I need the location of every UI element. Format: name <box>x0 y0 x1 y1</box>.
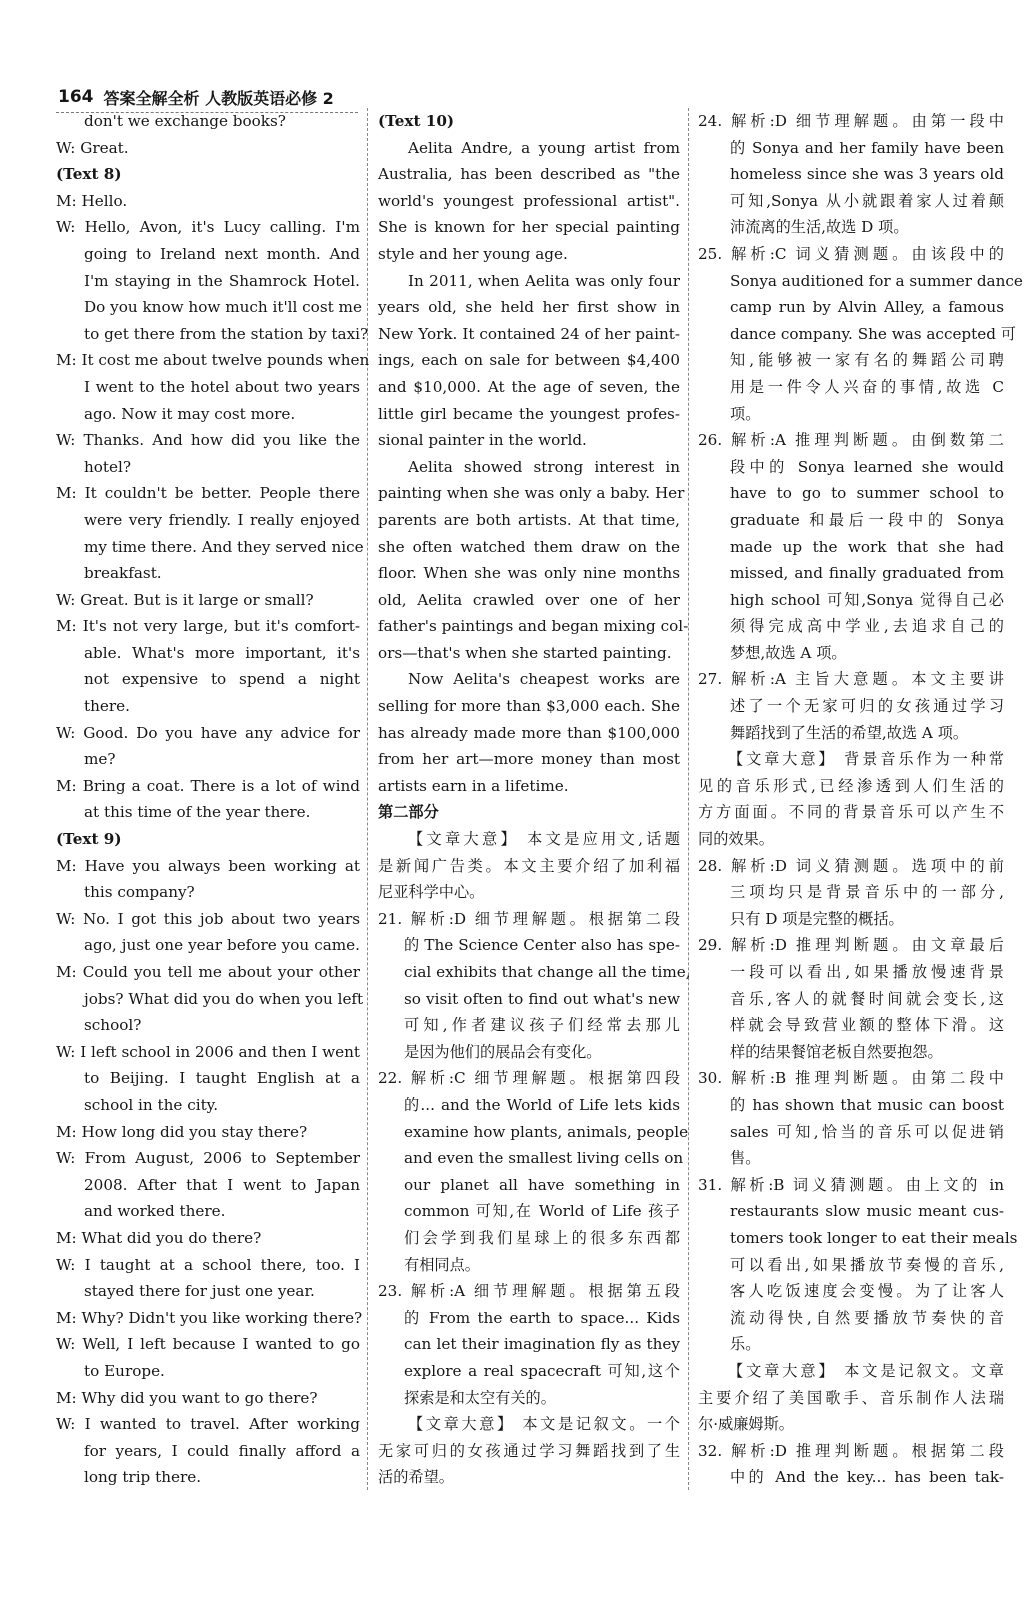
text-line: cial exhibits that change all the time, <box>404 963 691 981</box>
text-line: 同的效果。 <box>698 830 774 849</box>
text-line: 可以看出,如果播放节奏慢的音乐, <box>730 1255 1004 1274</box>
text-line: 梦想,故选 A 项。 <box>730 643 847 662</box>
text-line: has already made more than $100,000 <box>378 723 680 742</box>
text-line: 活的希望。 <box>378 1468 454 1487</box>
text-line: 尼亚科学中心。 <box>378 883 485 902</box>
book-title: 答案全解全析 人教版英语必修 2 <box>103 88 334 108</box>
column-2-text-and-answers <box>378 108 691 1491</box>
text-line: 2008. After that I went to Japan <box>84 1175 360 1194</box>
text-line: to Beijing. I taught English at a <box>84 1069 360 1088</box>
text-line: 26. 解析:A 推理判断题。由倒数第二 <box>698 431 1004 450</box>
text-line: M: Have you always been working at <box>56 856 360 875</box>
text-line: our planet all have something in <box>404 1175 680 1194</box>
text-line: 是新闻广告类。本文主要介绍了加利福 <box>378 856 680 875</box>
text-line: 样的结果餐馆老板自然要抱怨。 <box>730 1042 943 1061</box>
text-line: 主要介绍了美国歌手、音乐制作人法瑞 <box>698 1388 1004 1407</box>
text-line: M: Why? Didn't you like working there? <box>56 1308 363 1327</box>
text-line: Do you know how much it'll cost me <box>84 298 362 317</box>
text-line: 段中的 Sonya learned she would <box>730 457 1004 476</box>
text-line: made up the work that she had <box>730 537 1004 556</box>
text-line: years old, she held her first show in <box>378 298 680 317</box>
text-line: (Text 10) <box>378 112 455 130</box>
text-line: camp run by Alvin Alley, a famous <box>730 298 1004 317</box>
text-line: breakfast. <box>84 564 162 583</box>
text-line: 见的音乐形式,已经渗透到人们生活的 <box>698 776 1004 795</box>
text-line: 32. 解析:D 推理判断题。根据第二段 <box>698 1441 1004 1460</box>
text-line: W: Thanks. And how did you like the <box>56 431 360 450</box>
text-line: W: Great. But is it large or small? <box>56 590 314 609</box>
column-3-answers <box>698 108 1023 1491</box>
column-divider-left <box>367 108 368 1490</box>
text-line: can let their imagination fly as they <box>404 1335 680 1354</box>
text-line: 舞蹈找到了生活的希望,故选 A 项。 <box>730 723 969 742</box>
text-line: 们会学到我们星球上的很多东西都 <box>404 1228 680 1247</box>
text-line: 29. 解析:D 推理判断题。由文章最后 <box>698 936 1004 955</box>
text-line: Aelita showed strong interest in <box>408 457 680 476</box>
text-line: 的 The Science Center also has spe- <box>404 936 680 955</box>
text-line: explore a real spacecraft 可知,这个 <box>404 1361 680 1380</box>
text-line: 无家可归的女孩通过学习舞蹈找到了生 <box>378 1441 680 1460</box>
text-line: W: No. I got this job about two years <box>56 909 360 928</box>
text-line: 须得完成高中学业,去追求自己的 <box>730 617 1004 636</box>
text-line: floor. When she was only nine months <box>378 564 680 583</box>
text-line: 三项均只是背景音乐中的一部分, <box>730 883 1004 902</box>
text-line: tomers took longer to eat their meals <box>730 1228 1018 1247</box>
text-line: going to Ireland next month. And <box>84 244 360 263</box>
text-line: W: Hello, Avon, it's Lucy calling. I'm <box>56 218 360 237</box>
text-line: painting when she was only a baby. Her <box>378 484 685 503</box>
text-line: from her art—more money than most <box>378 750 680 769</box>
text-line: 【文章大意】 本文是应用文,话题 <box>408 830 680 849</box>
text-line: jobs? What did you do when you left <box>84 989 364 1008</box>
text-line: M: It's not very large, but it's comfort- <box>56 617 360 636</box>
text-line: stayed there for just one year. <box>84 1282 315 1301</box>
text-line: W: I left school in 2006 and then I went <box>56 1042 361 1061</box>
text-line: homeless since she was 3 years old <box>730 165 1004 184</box>
text-line: 沛流离的生活,故选 D 项。 <box>730 218 909 237</box>
text-line: sales 可知,恰当的音乐可以促进销 <box>730 1122 1004 1141</box>
text-line: 31. 解析:B 词义猜测题。由上文的 in <box>698 1175 1004 1194</box>
column-1-listening-transcripts <box>56 108 370 1491</box>
text-line: W: From August, 2006 to September <box>56 1149 360 1168</box>
text-line: 述了一个无家可归的女孩通过学习 <box>730 697 1004 716</box>
text-line: graduate 和最后一段中的 Sonya <box>730 510 1004 529</box>
text-line: W: Great. <box>56 138 129 157</box>
text-line: to get there from the station by taxi? <box>84 324 369 343</box>
text-line: to Europe. <box>84 1361 165 1380</box>
text-line: artists earn in a lifetime. <box>378 776 569 795</box>
text-line: this company? <box>84 883 195 902</box>
text-line: ings, each on sale for between $4,400 <box>378 351 680 370</box>
text-line: (Text 8) <box>56 165 122 184</box>
text-line: able. What's more important, it's <box>84 643 360 662</box>
text-line: selling for more than $3,000 each. She <box>378 697 680 716</box>
text-line: 方方面面。不同的背景音乐可以产生不 <box>698 803 1004 822</box>
text-line: and $10,000. At the age of seven, the <box>378 377 680 396</box>
text-line: examine how plants, animals, people <box>404 1122 689 1141</box>
text-line: parents are both artists. At that time, <box>378 510 680 529</box>
text-line: 流动得快,自然要播放节奏快的音 <box>730 1308 1004 1327</box>
text-line: She is known for her special painting <box>378 218 680 237</box>
text-line: 用是一件令人兴奋的事情,故选 C <box>730 377 1004 396</box>
text-line: not expensive to spend a night <box>84 670 360 689</box>
text-line: 的 From the earth to space... Kids <box>404 1308 680 1327</box>
text-line: 可知,Sonya 从小就跟着家人过着颠 <box>730 191 1004 210</box>
text-line: 21. 解析:D 细节理解题。根据第二段 <box>378 909 680 928</box>
text-line: M: Bring a coat. There is a lot of wind <box>56 776 360 795</box>
text-line: style and her young age. <box>378 244 568 263</box>
text-line: ago. Now it may cost more. <box>84 404 296 423</box>
text-line: 27. 解析:A 主旨大意题。本文主要讲 <box>698 670 1004 689</box>
text-line: 28. 解析:D 词义猜测题。选项中的前 <box>698 856 1004 875</box>
text-line: have to go to summer school to <box>730 484 1004 503</box>
text-line: father's paintings and began mixing col- <box>378 617 689 636</box>
text-line: old, Aelita crawled over one of her <box>378 590 680 609</box>
text-line: she often watched them draw on the <box>378 537 680 556</box>
text-line: school in the city. <box>84 1095 219 1114</box>
text-line: 乐。 <box>730 1335 761 1354</box>
text-line: W: Good. Do you have any advice for <box>56 723 360 742</box>
text-line: 的 has shown that music can boost <box>730 1095 1004 1114</box>
text-line: 只有 D 项是完整的概括。 <box>730 909 904 928</box>
text-line: 音乐,客人的就餐时间就会变长,这 <box>730 989 1004 1008</box>
text-line: 30. 解析:B 推理判断题。由第二段中 <box>698 1069 1004 1088</box>
text-line: I'm staying in the Shamrock Hotel. <box>84 271 360 290</box>
text-line: 客人吃饭速度会变慢。为了让客人 <box>730 1282 1004 1301</box>
text-line: 的 Sonya and her family have been <box>730 138 1004 157</box>
text-line: so visit often to find out what's new <box>404 989 680 1008</box>
text-line: 23. 解析:A 细节理解题。根据第五段 <box>378 1282 680 1301</box>
text-line: 是因为他们的展品会有变化。 <box>404 1042 602 1061</box>
text-line: W: I wanted to travel. After working <box>56 1415 360 1434</box>
text-line: M: Hello. <box>56 191 128 210</box>
text-line: I went to the hotel about two years <box>84 377 360 396</box>
text-line: M: It cost me about twelve pounds when <box>56 351 370 370</box>
text-line: for years, I could finally afford a <box>84 1441 360 1460</box>
text-line: 售。 <box>730 1149 761 1168</box>
text-line: at this time of the year there. <box>84 803 311 822</box>
text-line: missed, and finally graduated from <box>730 564 1004 583</box>
text-line: sional painter in the world. <box>378 431 587 450</box>
text-line: hotel? <box>84 457 132 476</box>
text-line: and worked there. <box>84 1202 226 1221</box>
text-line: long trip there. <box>84 1468 202 1487</box>
text-line: restaurants slow music meant cus- <box>730 1202 1004 1221</box>
text-line: world's youngest professional artist". <box>378 191 680 210</box>
text-line: my time there. And they served nice <box>84 537 364 556</box>
text-line: there. <box>84 697 130 716</box>
text-line: In 2011, when Aelita was only four <box>408 271 680 290</box>
text-line: Aelita Andre, a young artist from <box>408 138 680 157</box>
text-line: 【文章大意】 背景音乐作为一种常 <box>728 750 1004 769</box>
column-divider-right <box>688 108 689 1490</box>
text-line: don't we exchange books? <box>84 112 286 130</box>
text-line: 一段可以看出,如果播放慢速背景 <box>730 963 1004 981</box>
text-line: 22. 解析:C 细节理解题。根据第四段 <box>378 1069 680 1088</box>
text-line: 【文章大意】 本文是记叙文。一个 <box>408 1415 680 1434</box>
text-line: 探索是和太空有关的。 <box>404 1388 556 1407</box>
text-line: Sonya auditioned for a summer dance <box>730 271 1023 290</box>
text-line: ago, just one year before you came. <box>84 936 360 955</box>
text-line: high school 可知,Sonya 觉得自己必 <box>730 590 1004 609</box>
text-line: W: I taught at a school there, too. I <box>56 1255 360 1274</box>
text-line: Australia, has been described as "the <box>378 165 680 184</box>
text-line: 的... and the World of Life lets kids <box>404 1095 680 1114</box>
page-header <box>58 84 334 110</box>
text-line: M: Could you tell me about your other <box>56 963 360 981</box>
text-line: (Text 9) <box>56 830 122 849</box>
text-line: M: How long did you stay there? <box>56 1122 308 1141</box>
text-line: 24. 解析:D 细节理解题。由第一段中 <box>698 112 1004 130</box>
text-line: M: It couldn't be better. People there <box>56 484 360 503</box>
text-line: were very friendly. I really enjoyed <box>84 510 360 529</box>
text-line: 尔·威廉姆斯。 <box>698 1415 794 1434</box>
text-line: ors—that's when she started painting. <box>378 643 672 662</box>
text-line: little girl became the youngest profes- <box>378 404 680 423</box>
text-line: me? <box>84 750 116 769</box>
text-line: M: Why did you want to go there? <box>56 1388 318 1407</box>
text-line: M: What did you do there? <box>56 1228 262 1247</box>
text-line: 项。 <box>730 404 761 423</box>
text-line: 样就会导致营业额的整体下滑。这 <box>730 1016 1004 1035</box>
text-line: 中的 And the key... has been tak- <box>730 1468 1004 1487</box>
text-line: 第二部分 <box>378 803 439 822</box>
text-line: 知,能够被一家有名的舞蹈公司聘 <box>730 351 1004 370</box>
text-line: W: Well, I left because I wanted to go <box>56 1335 360 1354</box>
text-line: and even the smallest living cells on <box>404 1149 684 1168</box>
text-line: Now Aelita's cheapest works are <box>408 670 680 689</box>
text-line: common 可知,在 World of Life 孩子 <box>404 1202 680 1221</box>
text-line: 【文章大意】 本文是记叙文。文章 <box>728 1361 1004 1380</box>
page-number: 164 <box>58 87 94 107</box>
text-line: school? <box>84 1016 142 1035</box>
text-line: 可知,作者建议孩子们经常去那儿 <box>404 1016 680 1035</box>
text-line: 25. 解析:C 词义猜测题。由该段中的 <box>698 244 1004 263</box>
text-line: New York. It contained 24 of her paint- <box>378 324 680 343</box>
text-line: 有相同点。 <box>404 1255 480 1274</box>
text-line: dance company. She was accepted 可 <box>730 324 1016 343</box>
